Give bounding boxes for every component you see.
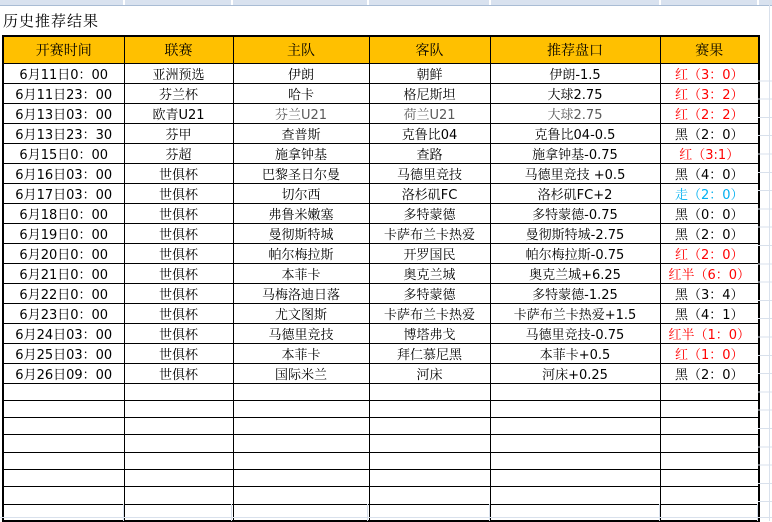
table-row [3,83,759,103]
cell-time[interactable]: 6月11日23：00 [3,83,124,103]
cell-home[interactable]: 切尔西 [233,183,369,203]
cell-home[interactable]: 弗鲁米嫩塞 [233,203,369,223]
cell-handicap[interactable]: 本菲卡+0.5 [490,343,660,363]
cell-league[interactable]: 芬兰杯 [124,83,233,103]
empty-cell[interactable] [3,469,124,486]
gridline [123,504,124,521]
empty-cell[interactable] [3,435,124,452]
table-row [3,343,759,363]
gridline [769,0,770,521]
empty-cell[interactable] [233,452,369,469]
cell-handicap[interactable]: 克鲁比04-0.5 [490,123,660,143]
col-header-handicap[interactable]: 推荐盘口 [490,36,660,63]
cell-away[interactable]: 荷兰U21 [369,103,490,123]
cell-time[interactable]: 6月21日0：00 [3,263,124,283]
empty-cell[interactable] [369,487,490,504]
cell-league[interactable]: 世俱杯 [124,283,233,303]
cell-away[interactable]: 卡萨布兰卡热爱 [369,303,490,323]
page-title: 历史推荐结果 [3,12,100,30]
cell-away[interactable]: 查路 [369,143,490,163]
cell-handicap[interactable]: 曼彻斯特城-2.75 [490,223,660,243]
cell-handicap[interactable]: 大球2.75 [490,83,660,103]
empty-row [3,435,759,452]
cell-away[interactable]: 朝鲜 [369,63,490,83]
cell-time[interactable]: 6月11日0：00 [3,63,124,83]
results-table [2,35,760,522]
gridline [367,0,369,5]
empty-cell[interactable] [3,452,124,469]
cell-result[interactable]: 红（2：2） [660,103,759,123]
cell-home[interactable]: 国际米兰 [233,363,369,383]
spreadsheet-top-row-remnant [0,0,772,6]
cell-league[interactable]: 世俱杯 [124,223,233,243]
cell-handicap[interactable]: 马德里竞技 +0.5 [490,163,660,183]
cell-league[interactable]: 世俱杯 [124,263,233,283]
table-row [3,363,759,383]
cell-handicap[interactable]: 洛杉矶FC+2 [490,183,660,203]
empty-cell[interactable] [490,487,660,504]
cell-result[interactable]: 黑（0：0） [660,203,759,223]
cell-result[interactable]: 红（3:1） [660,143,759,163]
cell-league[interactable]: 世俱杯 [124,323,233,343]
cell-away[interactable]: 克鲁比04 [369,123,490,143]
empty-cell[interactable] [124,487,233,504]
cell-handicap[interactable]: 卡萨布兰卡热爱+1.5 [490,303,660,323]
cell-away[interactable]: 河床 [369,363,490,383]
empty-cell[interactable] [369,400,490,417]
col-header-time[interactable]: 开赛时间 [3,36,124,63]
cell-away[interactable]: 拜仁慕尼黑 [369,343,490,363]
cell-league[interactable]: 世俱杯 [124,363,233,383]
empty-cell[interactable] [490,504,660,521]
cell-home[interactable]: 帕尔梅拉斯 [233,243,369,263]
cell-handicap[interactable]: 大球2.75 [490,103,660,123]
empty-cell[interactable] [3,400,124,417]
empty-cell[interactable] [660,452,759,469]
empty-cell[interactable] [369,435,490,452]
cell-home[interactable]: 本菲卡 [233,343,369,363]
empty-cell[interactable] [490,469,660,486]
cell-result[interactable]: 走（2：0） [660,183,759,203]
empty-cell[interactable] [660,400,759,417]
cell-result[interactable]: 黑（3：4） [660,283,759,303]
table-row [3,263,759,283]
empty-cell[interactable] [124,452,233,469]
cell-time[interactable]: 6月24日03：00 [3,323,124,343]
cell-time[interactable]: 6月19日0：00 [3,223,124,243]
cell-time[interactable]: 6月18日0：00 [3,203,124,223]
empty-cell[interactable] [3,487,124,504]
empty-row [3,400,759,417]
empty-cell[interactable] [369,504,490,521]
cell-away[interactable]: 洛杉矶FC [369,183,490,203]
empty-cell[interactable] [233,487,369,504]
gridline [0,517,772,518]
cell-result[interactable]: 黑（2：0） [660,363,759,383]
col-header-home[interactable]: 主队 [233,36,369,63]
header-row [3,36,759,63]
gridline [489,504,490,521]
cell-home[interactable]: 芬兰U21 [233,103,369,123]
cell-league[interactable]: 欧青U21 [124,103,233,123]
empty-cell[interactable] [124,504,233,521]
cell-league[interactable]: 世俱杯 [124,183,233,203]
gridline [231,0,233,5]
empty-cell[interactable] [233,435,369,452]
cell-handicap[interactable]: 施拿钟基-0.75 [490,143,660,163]
empty-cell[interactable] [660,487,759,504]
cell-league[interactable]: 芬甲 [124,123,233,143]
empty-cell[interactable] [369,383,490,400]
empty-cell[interactable] [369,469,490,486]
empty-cell[interactable] [233,504,369,521]
cell-result[interactable]: 红（3：2） [660,83,759,103]
col-header-league[interactable]: 联赛 [124,36,233,63]
empty-cell[interactable] [3,383,124,400]
cell-time[interactable]: 6月13日23：30 [3,123,124,143]
empty-cell[interactable] [660,504,759,521]
cell-league[interactable]: 世俱杯 [124,243,233,263]
empty-cell[interactable] [3,504,124,521]
cell-handicap[interactable]: 河床+0.25 [490,363,660,383]
cell-time[interactable]: 6月25日03：00 [3,343,124,363]
cell-league[interactable]: 世俱杯 [124,203,233,223]
gridline [231,504,232,521]
table-row [3,303,759,323]
empty-cell[interactable] [233,383,369,400]
empty-cell[interactable] [490,383,660,400]
empty-cell[interactable] [490,418,660,435]
gridline [367,504,368,521]
cell-away[interactable]: 多特蒙德 [369,283,490,303]
cell-time[interactable]: 6月16日03：00 [3,163,124,183]
cell-time[interactable]: 6月23日0：00 [3,303,124,323]
cell-home[interactable]: 曼彻斯特城 [233,223,369,243]
empty-cell[interactable] [490,435,660,452]
cell-home[interactable]: 本菲卡 [233,263,369,283]
empty-cell[interactable] [3,418,124,435]
cell-home[interactable]: 伊朗 [233,63,369,83]
table-row [3,123,759,143]
cell-home[interactable]: 马梅洛迪日落 [233,283,369,303]
gridline [659,504,660,521]
cell-time[interactable]: 6月22日0：00 [3,283,124,303]
cell-time[interactable]: 6月26日09：00 [3,363,124,383]
cell-home[interactable]: 哈卡 [233,83,369,103]
empty-cell[interactable] [124,400,233,417]
cell-handicap[interactable]: 奥克兰城+6.25 [490,263,660,283]
cell-home[interactable]: 巴黎圣日尔曼 [233,163,369,183]
cell-result[interactable]: 红半（1：0） [660,323,759,343]
gridline [659,0,661,5]
empty-row [3,383,759,400]
table-row [3,183,759,203]
cell-result[interactable]: 黑（4：0） [660,163,759,183]
cell-handicap[interactable]: 多特蒙德-1.25 [490,283,660,303]
empty-cell[interactable] [660,418,759,435]
table-row [3,103,759,123]
cell-home[interactable]: 施拿钟基 [233,143,369,163]
empty-cell[interactable] [124,435,233,452]
table-row [3,63,759,83]
cell-away[interactable]: 格尼斯坦 [369,83,490,103]
cell-result[interactable]: 黑（2：0） [660,223,759,243]
empty-cell[interactable] [660,435,759,452]
table-row [3,143,759,163]
cell-result[interactable]: 黑（4：1） [660,303,759,323]
empty-row [3,504,759,521]
empty-cell[interactable] [124,383,233,400]
cell-away[interactable]: 卡萨布兰卡热爱 [369,223,490,243]
empty-cell[interactable] [660,469,759,486]
cell-away[interactable]: 马德里竞技 [369,163,490,183]
cell-away[interactable]: 博塔弗戈 [369,323,490,343]
empty-cell[interactable] [233,469,369,486]
empty-row [3,452,759,469]
empty-cell[interactable] [369,418,490,435]
cell-time[interactable]: 6月17日03：00 [3,183,124,203]
cell-league[interactable]: 芬超 [124,143,233,163]
cell-time[interactable]: 6月15日0：00 [3,143,124,163]
table-row [3,223,759,243]
cell-league[interactable]: 亚洲预选 [124,63,233,83]
cell-handicap[interactable]: 多特蒙德-0.75 [490,203,660,223]
cell-time[interactable]: 6月20日0：00 [3,243,124,263]
cell-home[interactable]: 尤文图斯 [233,303,369,323]
empty-row [3,487,759,504]
cell-league[interactable]: 世俱杯 [124,303,233,323]
cell-result[interactable]: 黑（2：0） [660,123,759,143]
cell-home[interactable]: 马德里竞技 [233,323,369,343]
empty-cell[interactable] [233,418,369,435]
cell-home[interactable]: 查普斯 [233,123,369,143]
cell-result[interactable]: 红（1：0） [660,343,759,363]
cell-league[interactable]: 世俱杯 [124,163,233,183]
cell-result[interactable]: 红（3：0） [660,63,759,83]
col-header-away[interactable]: 客队 [369,36,490,63]
col-header-result[interactable]: 赛果 [660,36,759,63]
empty-cell[interactable] [490,452,660,469]
cell-result[interactable]: 红半（6：0） [660,263,759,283]
cell-handicap[interactable]: 马德里竞技-0.75 [490,323,660,343]
empty-cell[interactable] [660,383,759,400]
cell-league[interactable]: 世俱杯 [124,343,233,363]
table-row [3,203,759,223]
empty-cell[interactable] [124,469,233,486]
empty-row [3,418,759,435]
gridline [123,0,125,5]
gridline [489,0,491,5]
gridline [757,0,759,5]
empty-cell[interactable] [369,452,490,469]
cell-time[interactable]: 6月13日03：00 [3,103,124,123]
table-row [3,243,759,263]
table-row [3,163,759,183]
cell-away[interactable]: 奥克兰城 [369,263,490,283]
cell-away[interactable]: 开罗国民 [369,243,490,263]
cell-handicap[interactable]: 帕尔梅拉斯-0.75 [490,243,660,263]
empty-cell[interactable] [124,418,233,435]
gridline [757,504,758,521]
empty-row [3,469,759,486]
cell-handicap[interactable]: 伊朗-1.5 [490,63,660,83]
cell-result[interactable]: 红（2：0） [660,243,759,263]
empty-cell[interactable] [233,400,369,417]
table-row [3,323,759,343]
table-row [3,283,759,303]
results-tbody [3,63,759,521]
empty-cell[interactable] [490,400,660,417]
cell-away[interactable]: 多特蒙德 [369,203,490,223]
